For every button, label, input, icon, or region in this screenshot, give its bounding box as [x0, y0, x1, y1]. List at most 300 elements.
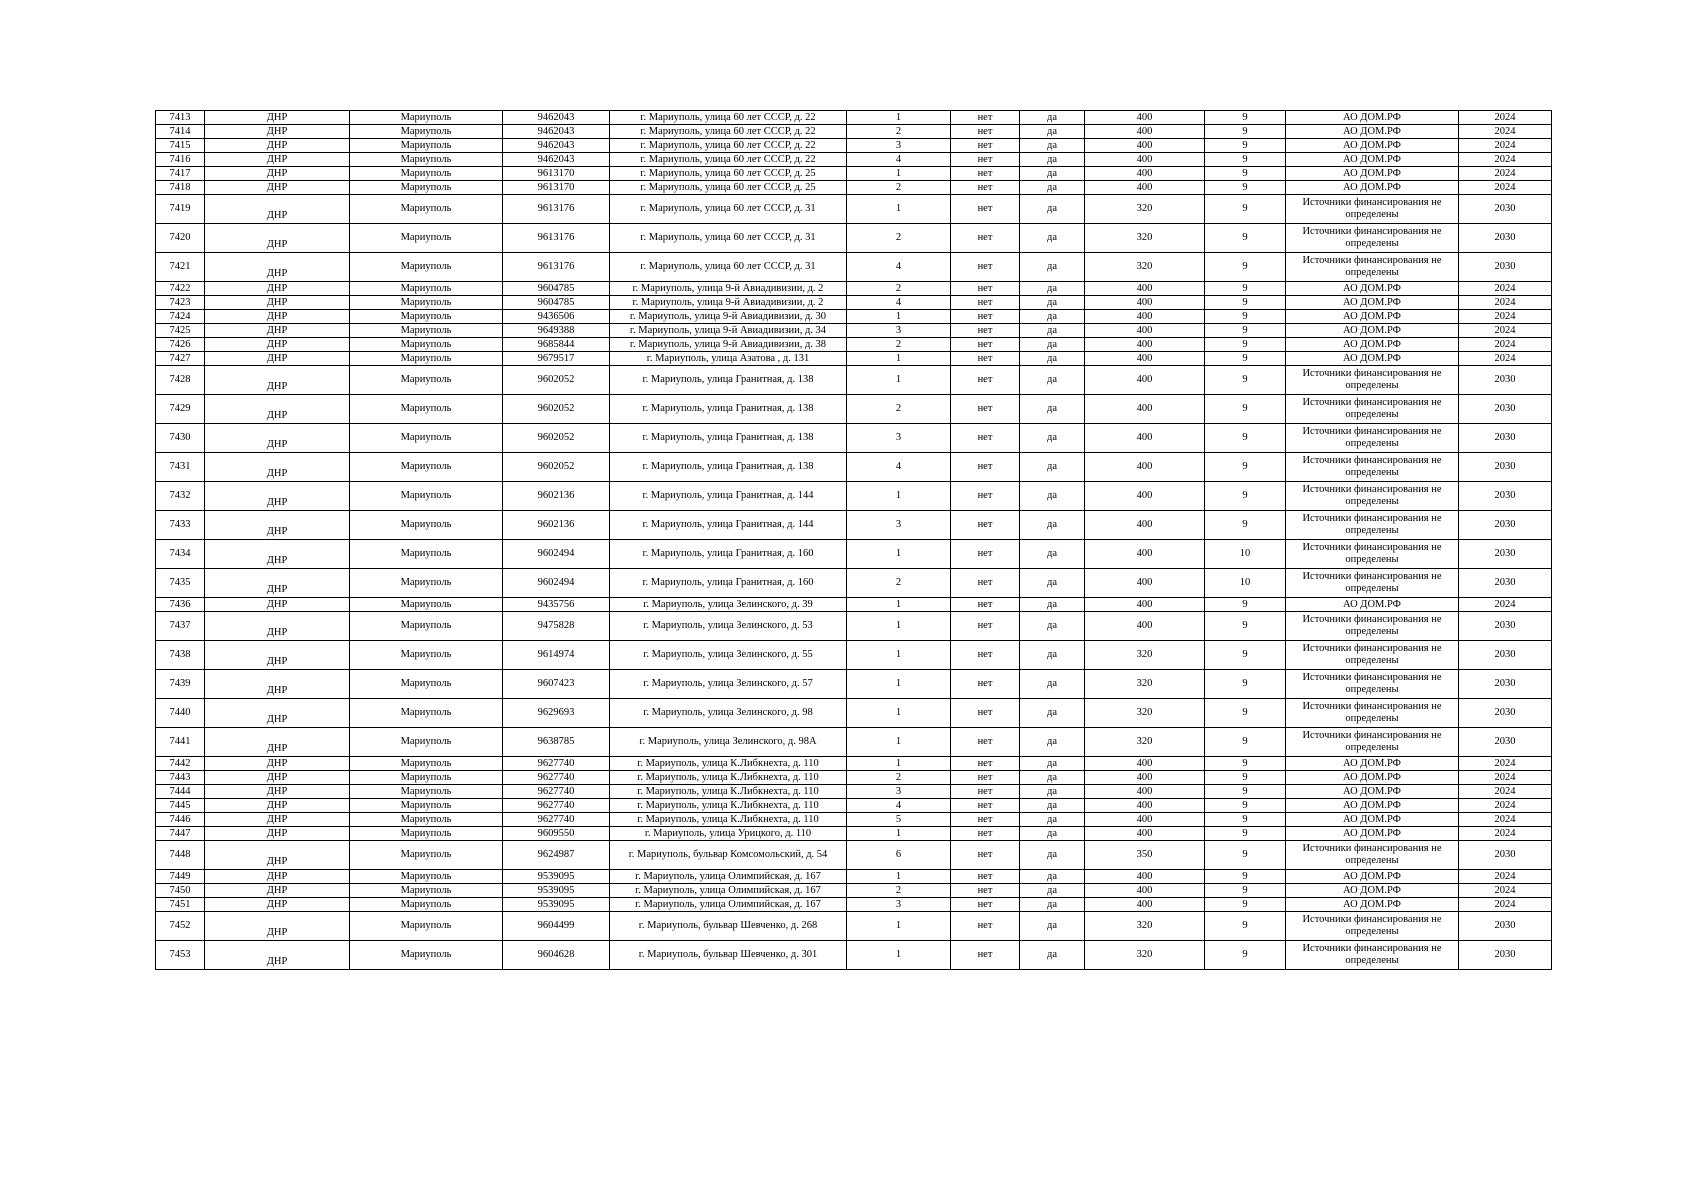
funding-source-cell: Источники финансирования не определены	[1286, 395, 1459, 424]
entrance-cell: 1	[847, 612, 951, 641]
house-id-cell: 9462043	[503, 139, 610, 153]
address-cell: г. Мариуполь, улица Гранитная, д. 138	[610, 395, 847, 424]
city-cell: Мариуполь	[350, 785, 503, 799]
table-row	[156, 699, 1552, 728]
city-cell: Мариуполь	[350, 153, 503, 167]
house-id-cell: 9539095	[503, 898, 610, 912]
year-cell: 2024	[1459, 111, 1552, 125]
city-cell: Мариуполь	[350, 813, 503, 827]
address-cell: г. Мариуполь, улица Зелинского, д. 39	[610, 598, 847, 612]
field-7-cell: нет	[951, 898, 1020, 912]
field-7-cell: нет	[951, 757, 1020, 771]
address-cell: г. Мариуполь, улица Зелинского, д. 57	[610, 670, 847, 699]
value-cell: 400	[1085, 540, 1205, 569]
house-id-cell: 9436506	[503, 310, 610, 324]
field-8-cell: да	[1020, 511, 1085, 540]
value-cell: 400	[1085, 395, 1205, 424]
city-cell: Мариуполь	[350, 111, 503, 125]
row-number-cell: 7441	[156, 728, 205, 757]
floors-cell: 9	[1205, 253, 1286, 282]
year-cell: 2024	[1459, 324, 1552, 338]
row-number-cell: 7423	[156, 296, 205, 310]
field-7-cell: нет	[951, 125, 1020, 139]
field-8-cell: да	[1020, 827, 1085, 841]
row-number-cell: 7418	[156, 181, 205, 195]
year-cell: 2030	[1459, 569, 1552, 598]
field-8-cell: да	[1020, 324, 1085, 338]
year-cell: 2024	[1459, 898, 1552, 912]
funding-source-cell: АО ДОМ.РФ	[1286, 139, 1459, 153]
row-number-cell: 7415	[156, 139, 205, 153]
address-cell: г. Мариуполь, улица Гранитная, д. 138	[610, 366, 847, 395]
funding-source-cell: Источники финансирования не определены	[1286, 912, 1459, 941]
field-8-cell: да	[1020, 181, 1085, 195]
address-cell: г. Мариуполь, улица Азатова , д. 131	[610, 352, 847, 366]
floors-cell: 9	[1205, 338, 1286, 352]
value-cell: 320	[1085, 253, 1205, 282]
value-cell: 400	[1085, 898, 1205, 912]
row-number-cell: 7440	[156, 699, 205, 728]
value-cell: 400	[1085, 310, 1205, 324]
year-cell: 2024	[1459, 352, 1552, 366]
value-cell: 400	[1085, 482, 1205, 511]
region-cell: ДНР	[205, 598, 350, 612]
entrance-cell: 4	[847, 453, 951, 482]
funding-source-cell: АО ДОМ.РФ	[1286, 813, 1459, 827]
table-row	[156, 310, 1552, 324]
region-cell: ДНР	[205, 799, 350, 813]
funding-source-cell: АО ДОМ.РФ	[1286, 310, 1459, 324]
region-cell: ДНР	[205, 827, 350, 841]
entrance-cell: 2	[847, 569, 951, 598]
house-id-cell: 9604785	[503, 282, 610, 296]
field-7-cell: нет	[951, 813, 1020, 827]
field-8-cell: да	[1020, 253, 1085, 282]
row-number-cell: 7426	[156, 338, 205, 352]
funding-source-cell: АО ДОМ.РФ	[1286, 125, 1459, 139]
region-cell: ДНР	[205, 395, 350, 424]
year-cell: 2030	[1459, 395, 1552, 424]
field-8-cell: да	[1020, 670, 1085, 699]
field-8-cell: да	[1020, 395, 1085, 424]
value-cell: 320	[1085, 195, 1205, 224]
field-7-cell: нет	[951, 310, 1020, 324]
value-cell: 400	[1085, 771, 1205, 785]
field-8-cell: да	[1020, 338, 1085, 352]
field-8-cell: да	[1020, 424, 1085, 453]
region-cell: ДНР	[205, 153, 350, 167]
row-number-cell: 7450	[156, 884, 205, 898]
house-id-cell: 9627740	[503, 785, 610, 799]
field-7-cell: нет	[951, 424, 1020, 453]
field-7-cell: нет	[951, 224, 1020, 253]
entrance-cell: 3	[847, 511, 951, 540]
field-8-cell: да	[1020, 195, 1085, 224]
field-8-cell: да	[1020, 870, 1085, 884]
address-cell: г. Мариуполь, улица Зелинского, д. 53	[610, 612, 847, 641]
house-id-cell: 9613170	[503, 167, 610, 181]
house-id-cell: 9602136	[503, 511, 610, 540]
entrance-cell: 3	[847, 785, 951, 799]
region-cell: ДНР	[205, 670, 350, 699]
city-cell: Мариуполь	[350, 827, 503, 841]
funding-source-cell: Источники финансирования не определены	[1286, 511, 1459, 540]
table-row	[156, 352, 1552, 366]
region-cell: ДНР	[205, 870, 350, 884]
value-cell: 400	[1085, 282, 1205, 296]
table-row	[156, 898, 1552, 912]
entrance-cell: 1	[847, 728, 951, 757]
table-row	[156, 641, 1552, 670]
floors-cell: 9	[1205, 195, 1286, 224]
field-8-cell: да	[1020, 111, 1085, 125]
field-7-cell: нет	[951, 771, 1020, 785]
table-row	[156, 841, 1552, 870]
year-cell: 2024	[1459, 167, 1552, 181]
row-number-cell: 7435	[156, 569, 205, 598]
house-id-cell: 9627740	[503, 757, 610, 771]
entrance-cell: 1	[847, 757, 951, 771]
entrance-cell: 1	[847, 870, 951, 884]
funding-source-cell: АО ДОМ.РФ	[1286, 153, 1459, 167]
region-cell: ДНР	[205, 612, 350, 641]
city-cell: Мариуполь	[350, 841, 503, 870]
region-cell: ДНР	[205, 482, 350, 511]
floors-cell: 9	[1205, 884, 1286, 898]
field-7-cell: нет	[951, 296, 1020, 310]
address-cell: г. Мариуполь, улица Урицкого, д. 110	[610, 827, 847, 841]
funding-source-cell: АО ДОМ.РФ	[1286, 352, 1459, 366]
entrance-cell: 1	[847, 111, 951, 125]
row-number-cell: 7436	[156, 598, 205, 612]
field-8-cell: да	[1020, 482, 1085, 511]
field-8-cell: да	[1020, 125, 1085, 139]
table-row	[156, 139, 1552, 153]
floors-cell: 9	[1205, 598, 1286, 612]
address-cell: г. Мариуполь, улица Зелинского, д. 98	[610, 699, 847, 728]
city-cell: Мариуполь	[350, 511, 503, 540]
field-7-cell: нет	[951, 540, 1020, 569]
field-8-cell: да	[1020, 282, 1085, 296]
field-7-cell: нет	[951, 870, 1020, 884]
floors-cell: 9	[1205, 224, 1286, 253]
row-number-cell: 7433	[156, 511, 205, 540]
region-cell: ДНР	[205, 884, 350, 898]
address-cell: г. Мариуполь, улица Гранитная, д. 160	[610, 569, 847, 598]
field-7-cell: нет	[951, 799, 1020, 813]
funding-source-cell: Источники финансирования не определены	[1286, 941, 1459, 970]
floors-cell: 9	[1205, 282, 1286, 296]
entrance-cell: 1	[847, 641, 951, 670]
address-cell: г. Мариуполь, улица 9-й Авиадивизии, д. 34	[610, 324, 847, 338]
table-row	[156, 941, 1552, 970]
entrance-cell: 1	[847, 352, 951, 366]
row-number-cell: 7453	[156, 941, 205, 970]
year-cell: 2030	[1459, 941, 1552, 970]
funding-source-cell: Источники финансирования не определены	[1286, 612, 1459, 641]
funding-source-cell: Источники финансирования не определены	[1286, 699, 1459, 728]
year-cell: 2024	[1459, 139, 1552, 153]
city-cell: Мариуполь	[350, 395, 503, 424]
field-7-cell: нет	[951, 827, 1020, 841]
field-8-cell: да	[1020, 352, 1085, 366]
address-cell: г. Мариуполь, улица 60 лет СССР, д. 22	[610, 125, 847, 139]
value-cell: 400	[1085, 139, 1205, 153]
floors-cell: 9	[1205, 111, 1286, 125]
row-number-cell: 7417	[156, 167, 205, 181]
floors-cell: 9	[1205, 799, 1286, 813]
city-cell: Мариуполь	[350, 324, 503, 338]
address-cell: г. Мариуполь, улица К.Либкнехта, д. 110	[610, 757, 847, 771]
entrance-cell: 2	[847, 884, 951, 898]
entrance-cell: 1	[847, 195, 951, 224]
field-7-cell: нет	[951, 912, 1020, 941]
field-7-cell: нет	[951, 282, 1020, 296]
funding-source-cell: Источники финансирования не определены	[1286, 641, 1459, 670]
entrance-cell: 1	[847, 167, 951, 181]
funding-source-cell: Источники финансирования не определены	[1286, 453, 1459, 482]
floors-cell: 9	[1205, 453, 1286, 482]
row-number-cell: 7432	[156, 482, 205, 511]
table-row	[156, 296, 1552, 310]
city-cell: Мариуполь	[350, 482, 503, 511]
floors-cell: 9	[1205, 167, 1286, 181]
address-cell: г. Мариуполь, улица Гранитная, д. 138	[610, 453, 847, 482]
house-id-cell: 9685844	[503, 338, 610, 352]
city-cell: Мариуполь	[350, 253, 503, 282]
address-cell: г. Мариуполь, бульвар Шевченко, д. 268	[610, 912, 847, 941]
address-cell: г. Мариуполь, улица К.Либкнехта, д. 110	[610, 813, 847, 827]
city-cell: Мариуполь	[350, 569, 503, 598]
entrance-cell: 1	[847, 912, 951, 941]
entrance-cell: 1	[847, 366, 951, 395]
address-cell: г. Мариуполь, улица 60 лет СССР, д. 31	[610, 224, 847, 253]
city-cell: Мариуполь	[350, 167, 503, 181]
year-cell: 2030	[1459, 699, 1552, 728]
city-cell: Мариуполь	[350, 670, 503, 699]
region-cell: ДНР	[205, 728, 350, 757]
house-id-cell: 9613176	[503, 224, 610, 253]
entrance-cell: 1	[847, 540, 951, 569]
field-8-cell: да	[1020, 167, 1085, 181]
city-cell: Мариуполь	[350, 181, 503, 195]
row-number-cell: 7449	[156, 870, 205, 884]
city-cell: Мариуполь	[350, 941, 503, 970]
house-id-cell: 9604499	[503, 912, 610, 941]
year-cell: 2024	[1459, 884, 1552, 898]
year-cell: 2024	[1459, 598, 1552, 612]
field-8-cell: да	[1020, 310, 1085, 324]
row-number-cell: 7434	[156, 540, 205, 569]
funding-source-cell: Источники финансирования не определены	[1286, 728, 1459, 757]
floors-cell: 9	[1205, 125, 1286, 139]
city-cell: Мариуполь	[350, 282, 503, 296]
table-row	[156, 395, 1552, 424]
funding-source-cell: АО ДОМ.РФ	[1286, 338, 1459, 352]
house-id-cell: 9602052	[503, 395, 610, 424]
house-id-cell: 9539095	[503, 884, 610, 898]
entrance-cell: 6	[847, 841, 951, 870]
field-7-cell: нет	[951, 511, 1020, 540]
city-cell: Мариуполь	[350, 338, 503, 352]
year-cell: 2024	[1459, 813, 1552, 827]
value-cell: 400	[1085, 598, 1205, 612]
city-cell: Мариуполь	[350, 139, 503, 153]
house-id-cell: 9679517	[503, 352, 610, 366]
house-id-cell: 9462043	[503, 125, 610, 139]
house-id-cell: 9539095	[503, 870, 610, 884]
field-7-cell: нет	[951, 612, 1020, 641]
year-cell: 2030	[1459, 253, 1552, 282]
field-7-cell: нет	[951, 699, 1020, 728]
funding-source-cell: АО ДОМ.РФ	[1286, 757, 1459, 771]
field-8-cell: да	[1020, 785, 1085, 799]
region-cell: ДНР	[205, 366, 350, 395]
field-7-cell: нет	[951, 195, 1020, 224]
table-row	[156, 181, 1552, 195]
year-cell: 2030	[1459, 841, 1552, 870]
field-7-cell: нет	[951, 641, 1020, 670]
floors-cell: 9	[1205, 424, 1286, 453]
field-8-cell: да	[1020, 771, 1085, 785]
city-cell: Мариуполь	[350, 598, 503, 612]
floors-cell: 9	[1205, 395, 1286, 424]
house-id-cell: 9638785	[503, 728, 610, 757]
address-cell: г. Мариуполь, улица 60 лет СССР, д. 25	[610, 167, 847, 181]
row-number-cell: 7414	[156, 125, 205, 139]
year-cell: 2030	[1459, 511, 1552, 540]
address-cell: г. Мариуполь, улица 9-й Авиадивизии, д. 38	[610, 338, 847, 352]
house-id-cell: 9629693	[503, 699, 610, 728]
floors-cell: 9	[1205, 841, 1286, 870]
field-8-cell: да	[1020, 912, 1085, 941]
entrance-cell: 4	[847, 296, 951, 310]
entrance-cell: 2	[847, 224, 951, 253]
row-number-cell: 7445	[156, 799, 205, 813]
value-cell: 320	[1085, 912, 1205, 941]
table-row	[156, 167, 1552, 181]
field-7-cell: нет	[951, 366, 1020, 395]
table-row	[156, 670, 1552, 699]
entrance-cell: 3	[847, 139, 951, 153]
funding-source-cell: АО ДОМ.РФ	[1286, 296, 1459, 310]
region-cell: ДНР	[205, 296, 350, 310]
funding-source-cell: АО ДОМ.РФ	[1286, 598, 1459, 612]
table-row	[156, 366, 1552, 395]
region-cell: ДНР	[205, 352, 350, 366]
value-cell: 400	[1085, 125, 1205, 139]
address-cell: г. Мариуполь, улица 60 лет СССР, д. 25	[610, 181, 847, 195]
floors-cell: 9	[1205, 785, 1286, 799]
entrance-cell: 1	[847, 941, 951, 970]
value-cell: 400	[1085, 167, 1205, 181]
table-row	[156, 771, 1552, 785]
address-cell: г. Мариуполь, улица Олимпийская, д. 167	[610, 870, 847, 884]
funding-source-cell: АО ДОМ.РФ	[1286, 799, 1459, 813]
field-8-cell: да	[1020, 813, 1085, 827]
row-number-cell: 7451	[156, 898, 205, 912]
house-id-cell: 9602052	[503, 366, 610, 395]
table-row	[156, 799, 1552, 813]
house-id-cell: 9462043	[503, 111, 610, 125]
region-cell: ДНР	[205, 540, 350, 569]
address-cell: г. Мариуполь, бульвар Комсомольский, д. 54	[610, 841, 847, 870]
table-row	[156, 511, 1552, 540]
floors-cell: 10	[1205, 569, 1286, 598]
floors-cell: 9	[1205, 699, 1286, 728]
field-7-cell: нет	[951, 324, 1020, 338]
field-7-cell: нет	[951, 482, 1020, 511]
region-cell: ДНР	[205, 338, 350, 352]
address-cell: г. Мариуполь, улица Гранитная, д. 144	[610, 482, 847, 511]
address-cell: г. Мариуполь, улица 9-й Авиадивизии, д. 30	[610, 310, 847, 324]
funding-source-cell: АО ДОМ.РФ	[1286, 884, 1459, 898]
entrance-cell: 2	[847, 181, 951, 195]
house-id-cell: 9602136	[503, 482, 610, 511]
address-cell: г. Мариуполь, улица Гранитная, д. 160	[610, 540, 847, 569]
house-id-cell: 9624987	[503, 841, 610, 870]
funding-source-cell: АО ДОМ.РФ	[1286, 771, 1459, 785]
year-cell: 2030	[1459, 195, 1552, 224]
table-row	[156, 482, 1552, 511]
field-7-cell: нет	[951, 841, 1020, 870]
entrance-cell: 2	[847, 338, 951, 352]
city-cell: Мариуполь	[350, 296, 503, 310]
entrance-cell: 4	[847, 253, 951, 282]
value-cell: 400	[1085, 352, 1205, 366]
field-8-cell: да	[1020, 153, 1085, 167]
table-row	[156, 125, 1552, 139]
value-cell: 400	[1085, 111, 1205, 125]
year-cell: 2030	[1459, 670, 1552, 699]
row-number-cell: 7452	[156, 912, 205, 941]
funding-source-cell: АО ДОМ.РФ	[1286, 324, 1459, 338]
table-row	[156, 569, 1552, 598]
floors-cell: 9	[1205, 827, 1286, 841]
house-id-cell: 9649388	[503, 324, 610, 338]
table-row	[156, 757, 1552, 771]
floors-cell: 9	[1205, 511, 1286, 540]
funding-source-cell: АО ДОМ.РФ	[1286, 282, 1459, 296]
year-cell: 2030	[1459, 482, 1552, 511]
table-row	[156, 785, 1552, 799]
year-cell: 2024	[1459, 153, 1552, 167]
city-cell: Мариуполь	[350, 912, 503, 941]
entrance-cell: 2	[847, 395, 951, 424]
city-cell: Мариуполь	[350, 424, 503, 453]
floors-cell: 9	[1205, 641, 1286, 670]
field-7-cell: нет	[951, 153, 1020, 167]
floors-cell: 9	[1205, 771, 1286, 785]
value-cell: 400	[1085, 884, 1205, 898]
address-cell: г. Мариуполь, улица 60 лет СССР, д. 31	[610, 253, 847, 282]
funding-source-cell: Источники финансирования не определены	[1286, 253, 1459, 282]
city-cell: Мариуполь	[350, 125, 503, 139]
house-id-cell: 9475828	[503, 612, 610, 641]
field-7-cell: нет	[951, 352, 1020, 366]
field-8-cell: да	[1020, 699, 1085, 728]
field-7-cell: нет	[951, 253, 1020, 282]
city-cell: Мариуполь	[350, 540, 503, 569]
region-cell: ДНР	[205, 785, 350, 799]
house-id-cell: 9602052	[503, 424, 610, 453]
house-id-cell: 9627740	[503, 813, 610, 827]
row-number-cell: 7420	[156, 224, 205, 253]
entrance-cell: 5	[847, 813, 951, 827]
field-7-cell: нет	[951, 139, 1020, 153]
house-id-cell: 9613170	[503, 181, 610, 195]
field-7-cell: нет	[951, 785, 1020, 799]
